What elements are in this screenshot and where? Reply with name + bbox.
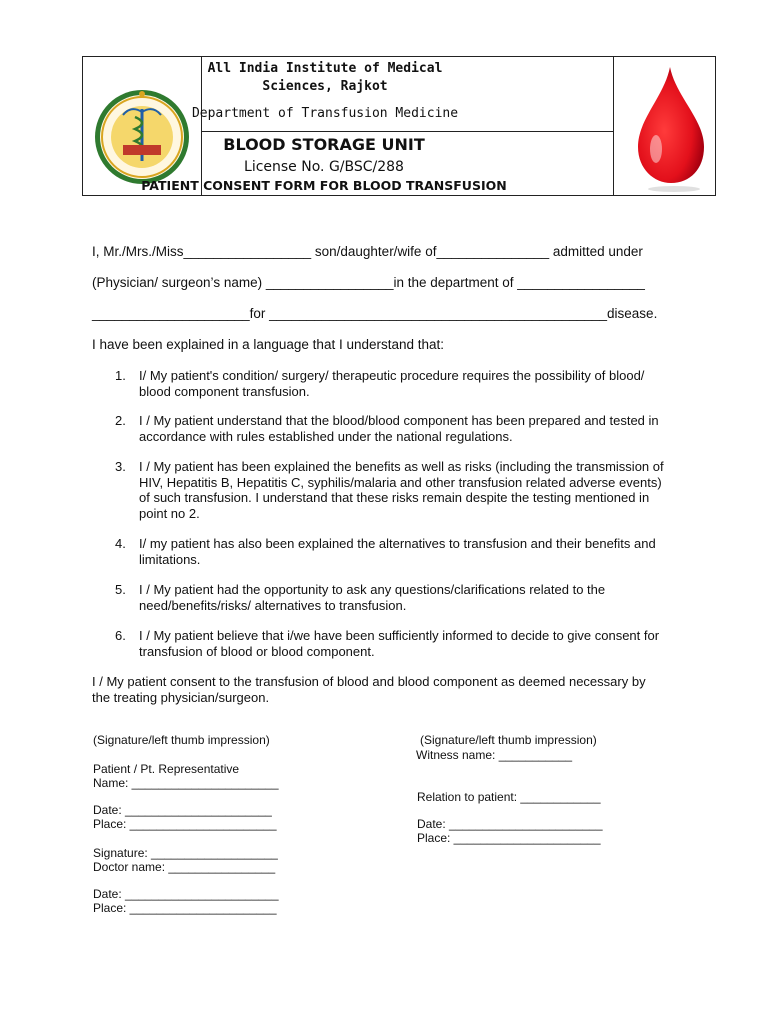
intro-line-1: I, Mr./Mrs./Miss_________________ son/daughter/wife of_______________ admitted under	[92, 244, 643, 259]
item-number: 3.	[115, 459, 126, 474]
patient-name-field[interactable]: Name: ______________________	[93, 776, 279, 790]
doctor-signature-field[interactable]: Signature: ___________________	[93, 846, 278, 860]
consent-item: I/ My patient's condition/ surgery/ therapeutic procedure requires the possibility of blood/ blood component transfusion.	[139, 368, 645, 399]
blood-drop-cell	[613, 57, 716, 195]
explained-statement: I have been explained in a language that I understand that:	[92, 337, 445, 352]
doctor-place-field[interactable]: Place: ______________________	[93, 901, 277, 915]
consent-item: I / My patient had the opportunity to ask any questions/clarifications related to the need/benefits/risks/ alternatives to transfusion.	[139, 582, 606, 613]
item-number: 5.	[115, 582, 126, 597]
patient-date-field[interactable]: Date: ______________________	[93, 803, 272, 817]
patient-representative-label: Patient / Pt. Representative	[93, 762, 240, 776]
item-number: 6.	[115, 628, 126, 643]
item-number: 4.	[115, 536, 126, 551]
institute-name-line2: Sciences, Rajkot	[262, 79, 388, 94]
witness-place-field[interactable]: Place: ______________________	[417, 831, 601, 845]
consent-item: I / My patient understand that the blood/blood component has been prepared and tested in accordance with rules established under the national regulations.	[139, 413, 659, 444]
witness-name-field[interactable]: Witness name: ___________	[416, 748, 573, 762]
header-divider	[201, 131, 613, 132]
patient-signature-label: (Signature/left thumb impression)	[93, 733, 270, 747]
license-number: License No. G/BSC/288	[244, 159, 404, 175]
header-box	[82, 56, 716, 196]
item-number: 2.	[115, 413, 126, 428]
department-name: Department of Transfusion Medicine	[191, 106, 459, 121]
consent-item: I / My patient believe that i/we have been sufficiently informed to decide to give consent for transfusion of blood or blood component.	[139, 628, 660, 659]
patient-place-field[interactable]: Place: ______________________	[93, 817, 277, 831]
doctor-name-field[interactable]: Doctor name: ________________	[93, 860, 276, 874]
blood-drop-icon	[614, 57, 716, 195]
institute-name-line1: All India Institute of Medical	[207, 61, 443, 76]
witness-signature-label: (Signature/left thumb impression)	[420, 733, 597, 747]
consent-statement: I / My patient consent to the transfusion of blood and blood component as deemed necessary by the treating physician/surgeon.	[92, 674, 646, 705]
intro-line-3: _____________________for _____________________________________________disease.	[92, 306, 658, 321]
consent-item: I / My patient has been explained the benefits as well as risks (including the transmission of HIV, Hepatitis B, Hepatitis C, syphilis/malaria and other transfusion related adverse events) of such transfusion. I understand that these risks remain despite the testing mentioned in point no 2.	[139, 459, 664, 521]
form-title: PATIENT CONSENT FORM FOR BLOOD TRANSFUSION	[141, 178, 507, 193]
relation-to-patient-field[interactable]: Relation to patient: ____________	[417, 790, 601, 804]
consent-item: I/ my patient has also been explained the alternatives to transfusion and their benefits and limitations.	[139, 536, 656, 567]
intro-line-2: (Physician/ surgeon’s name) _________________in the department of _________________	[92, 275, 645, 290]
doctor-date-field[interactable]: Date: _______________________	[93, 887, 279, 901]
witness-date-field[interactable]: Date: _______________________	[417, 817, 603, 831]
unit-title: BLOOD STORAGE UNIT	[223, 135, 425, 154]
item-number: 1.	[115, 368, 126, 383]
